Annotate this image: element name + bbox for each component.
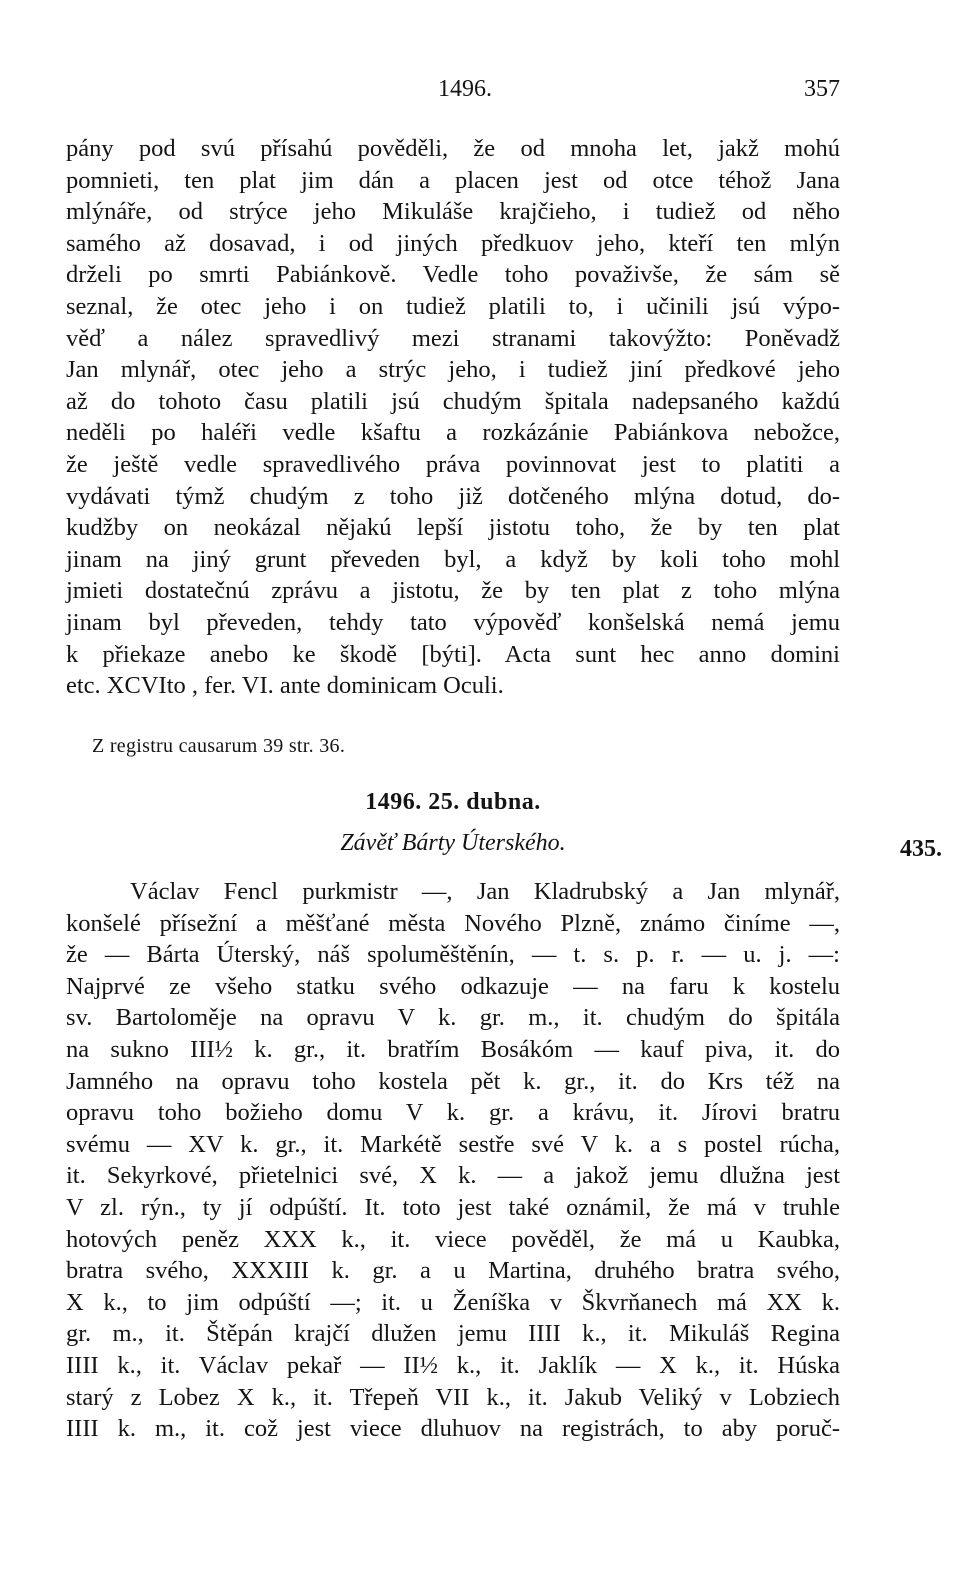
text-line: vydávati týmž chudým z toho již dotčeného mlýna dotud, do- xyxy=(66,482,840,510)
running-head xyxy=(66,76,840,110)
text-line: Jan mlynář, otec jeho a strýc jeho, i tudiež jiní předkové jeho xyxy=(66,356,840,384)
text-line: jinam byl převeden, tehdy tato výpověď konšelská nemá jemu xyxy=(66,608,840,636)
text-line: neděli po haléři vedle kšaftu a rozkázánie Pabiánkova nebožce, xyxy=(66,419,840,447)
text-line: starý z Lobez X k., it. Třepeň VII k., it. Jakub Veliký v Lobziech xyxy=(66,1383,840,1411)
text-line: seznal, že otec jeho i on tudiež platili to, i učinili jsú výpo- xyxy=(66,292,840,320)
text-line: až do tohoto času platili jsú chudým špitala nadepsaného každú xyxy=(66,387,840,415)
text-line: k přiekaze anebo ke škodě [býti]. Acta sunt hec anno domini xyxy=(66,640,840,668)
text-line: drželi po smrti Pabiánkově. Vedle toho považivše, že sám sě xyxy=(66,261,840,289)
text-line: jmieti dostatečnú zprávu a jistotu, že by ten plat z toho mlýna xyxy=(66,577,840,605)
text-line: gr. m., it. Štěpán krajčí dlužen jemu IIII k., it. Mikuláš Regina xyxy=(66,1320,840,1348)
text-line: Jamného na opravu toho kostela pět k. gr., it. do Krs též na xyxy=(66,1067,840,1095)
previous-entry-text xyxy=(66,133,840,702)
text-line: Najprvé ze všeho statku svého odkazuje — na faru k kostelu xyxy=(66,972,840,1000)
source-note: Z registru causarum 39 str. 36. xyxy=(92,735,346,757)
text-line: pány pod svú přísahú pověděli, že od mnoha let, jakž mohú xyxy=(66,135,840,162)
text-line: it. Sekyrkové, přietelnici své, X k. — a jakož jemu dlužna jest xyxy=(66,1162,840,1190)
text-line: že — Bárta Úterský, náš spoluměštěnín, — t. s. p. r. — u. j. —: xyxy=(66,941,840,969)
text-line: konšelé přísežní a měšťané města Nového Plzně, známo činíme —, xyxy=(66,909,840,937)
text-line: na sukno III½ k. gr., it. bratřím Bosákóm — kauf piva, it. do xyxy=(66,1035,840,1063)
document-title: Závěť Bárty Úterského. xyxy=(340,830,566,856)
text-line: hotových peněz XXX k., it. viece pověděl, že má u Kaubka, xyxy=(66,1225,840,1253)
text-line: věď a nález spravedlivý mezi stranami takovýžto: Poněvadž xyxy=(66,324,840,352)
text-line: IIII k., it. Václav pekař — II½ k., it. Jaklík — X k., it. Húska xyxy=(66,1351,840,1379)
text-line: samého až dosavad, i od jiných předkuov jeho, kteří ten mlýn xyxy=(66,229,840,257)
text-line: sv. Bartoloměje na opravu V k. gr. m., it. chudým do špitála xyxy=(66,1004,840,1032)
text-line: kudžby on neokázal nějakú lepší jistotu toho, že by ten plat xyxy=(66,514,840,542)
text-line: pomnieti, ten plat jim dán a placen jest od otce téhož Jana xyxy=(66,166,840,194)
document-body xyxy=(66,876,840,1445)
running-head-year: 1496. xyxy=(438,76,492,102)
text-line: Václav Fencl purkmistr —, Jan Kladrubský a Jan mlynář, xyxy=(130,878,840,905)
page-number: 357 xyxy=(804,76,840,102)
text-line: mlýnáře, od strýce jeho Mikuláše krajčieho, i tudiež od něho xyxy=(66,198,840,226)
text-line: jinam na jiný grunt převeden byl, a když by koli toho mohl xyxy=(66,545,840,573)
text-line: V zl. rýn., ty jí odpúští. It. toto jest také oznámil, že má v truhle xyxy=(66,1193,840,1221)
text-line: bratra svého, XXXIII k. gr. a u Martina, druhého bratra svého, xyxy=(66,1257,840,1285)
text-line: že ještě vedle spravedlivého práva povinnovat jest to platiti a xyxy=(66,450,840,478)
document-number: 435. xyxy=(900,836,942,862)
text-line: X k., to jim odpúští —; it. u Ženíška v Škvrňanech má XX k. xyxy=(66,1288,840,1316)
document-date: 1496. 25. dubna. xyxy=(365,789,541,815)
text-line: etc. XCVIto , fer. VI. ante dominicam Oculi. xyxy=(66,672,504,700)
text-line: svému — XV k. gr., it. Markétě sestře své V k. a s postel rúcha, xyxy=(66,1130,840,1158)
text-line: IIII k. m., it. což jest viece dluhuov na registrách, to aby poruč- xyxy=(66,1415,840,1443)
text-line: opravu toho božieho domu V k. gr. a krávu, it. Jírovi bratru xyxy=(66,1099,840,1127)
